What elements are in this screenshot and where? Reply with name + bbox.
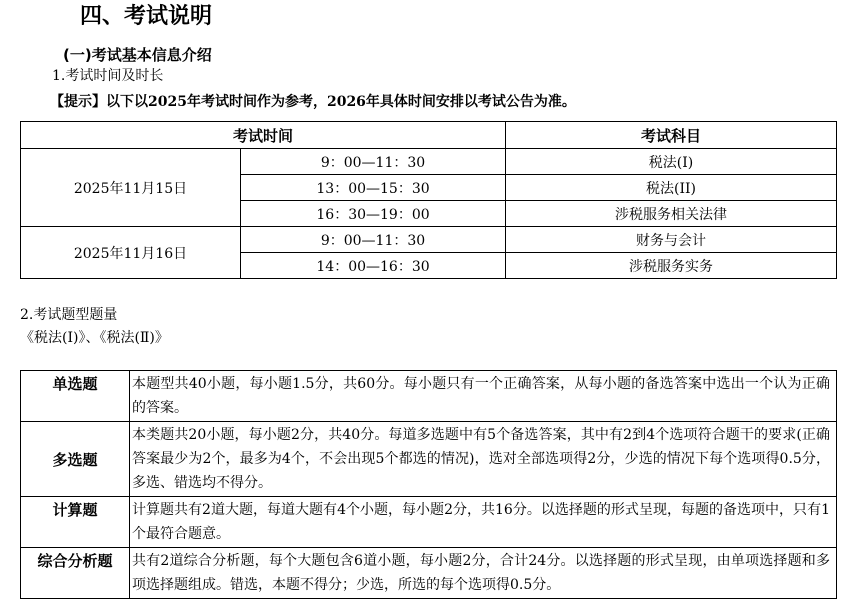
tip-note: 【提示】以下以2025年考试时间作为参考，2026年具体时间安排以考试公告为准。: [50, 94, 576, 110]
session-time: 14：00—16：30: [241, 253, 506, 279]
schedule-header-row: [21, 122, 837, 149]
subsection-title: (一)考试基本信息介绍: [63, 46, 212, 64]
session-time: 9：00—11：30: [241, 227, 506, 253]
question-type-name: 单选题: [21, 371, 130, 422]
session-subject: 涉税服务实务: [506, 253, 837, 279]
header-exam-subject: 考试科目: [506, 122, 837, 149]
subjects-line: 《税法(Ⅰ)》、《税法(Ⅱ)》: [20, 330, 169, 346]
header-exam-time: 考试时间: [21, 122, 506, 149]
question-types-table: [20, 370, 837, 599]
schedule-row: [21, 149, 837, 175]
question-type-desc: 共有2道综合分析题，每个大题包含6道小题，每小题2分，合计24分。以选择题的形式呈现，由单项选择题和多项选择题组成。错选，本题不得分；少选，所选的每个选项得0.5分。: [130, 548, 837, 599]
question-type-row: [21, 497, 837, 548]
section-title: 四、考试说明: [80, 4, 213, 29]
question-type-name: 综合分析题: [21, 548, 130, 599]
question-type-desc: 计算题共有2道大题，每道大题有4个小题，每小题2分，共16分。以选择题的形式呈现，每题的备选项中，只有1个最符合题意。: [130, 497, 837, 548]
question-type-desc: 本类题共20小题，每小题2分，共40分。每道多选题中有5个备选答案，其中有2到4个选项符合题干的要求(正确答案最少为2个，最多为4个，不会出现5个都选的情况)，选对全部选项得2分，少选的情况下每个选项得0.5分，多选、错选均不得分。: [130, 422, 837, 497]
question-type-name: 计算题: [21, 497, 130, 548]
exam-date: 2025年11月15日: [21, 149, 241, 227]
question-type-row: [21, 422, 837, 497]
question-type-name: 多选题: [21, 422, 130, 497]
session-time: 16：30—19：00: [241, 201, 506, 227]
item-title-question-types: 2.考试题型题量: [20, 307, 118, 323]
question-type-row: [21, 371, 837, 422]
session-time: 13：00—15：30: [241, 175, 506, 201]
exam-date: 2025年11月16日: [21, 227, 241, 279]
schedule-row: [21, 227, 837, 253]
session-subject: 涉税服务相关法律: [506, 201, 837, 227]
item-title-exam-time: 1.考试时间及时长: [52, 68, 164, 84]
session-subject: 税法(I): [506, 149, 837, 175]
session-subject: 财务与会计: [506, 227, 837, 253]
session-time: 9：00—11：30: [241, 149, 506, 175]
question-type-row: [21, 548, 837, 599]
exam-schedule-table: [20, 121, 837, 279]
question-type-desc: 本题型共40小题，每小题1.5分，共60分。每小题只有一个正确答案，从每小题的备选答案中选出一个认为正确的答案。: [130, 371, 837, 422]
session-subject: 税法(II): [506, 175, 837, 201]
